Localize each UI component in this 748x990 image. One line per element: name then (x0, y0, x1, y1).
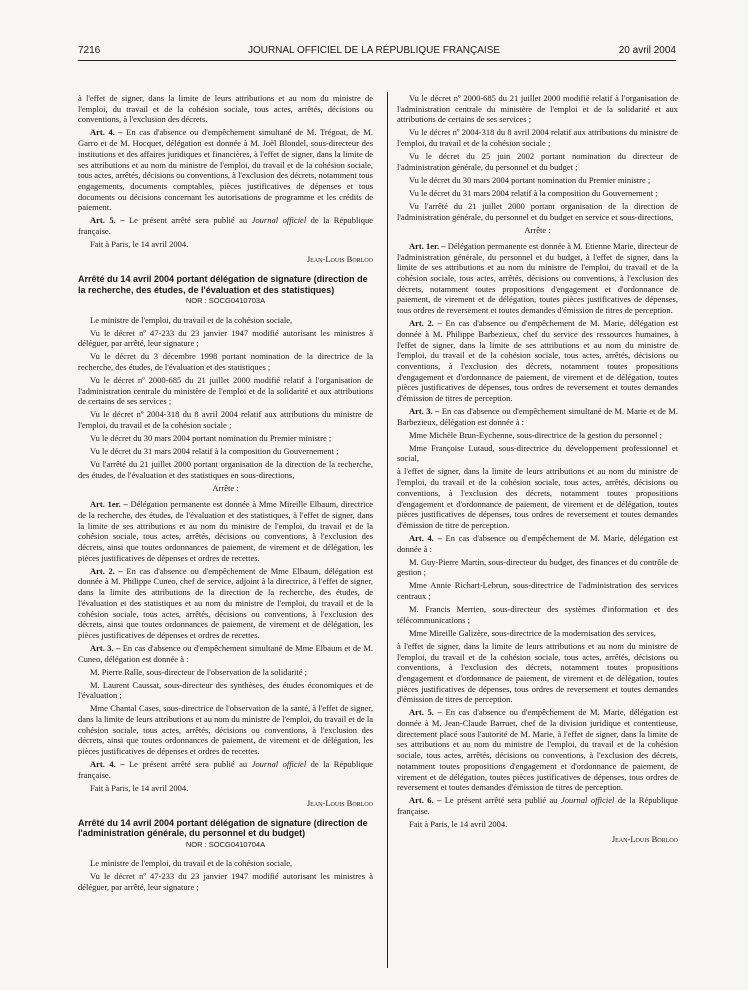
article-text: Le présent arrêté sera publié au (441, 795, 561, 806)
article (397, 241, 678, 316)
signature: Jean-Louis Borloo (306, 253, 373, 264)
left-column (78, 93, 373, 971)
article (397, 318, 678, 404)
article-text: Le présent arrêté sera publié au (124, 759, 252, 770)
paragraph: à l'effet de signer, dans la limite de leurs attributions et au nom du ministre de l'emploi, du travail et de la cohésion sociale, tous actes, arrêtés, décisions ou conventions, à l'exclusion des décrets. (78, 93, 373, 125)
list-item: à l'effet de signer, dans la limite de leurs attributions et au nom du ministre de l'emploi, du travail et de la cohésion sociale, tous actes, arrêtés, décisions ou conventions, à l'exclusion des décrets, notamment toutes propositions d'engagement et d'ordonnance de paiement, de virement et de délégation, toutes pièces justificatives de dépenses, tous ordres de reversement et toutes demandes d'émission de titres de perception. (397, 640, 678, 705)
page-header (0, 0, 748, 60)
journal-title: JOURNAL OFFICIEL DE LA RÉPUBLIQUE FRANÇAISE (247, 45, 501, 56)
nor-reference: NOR : SOCG0410703A (185, 295, 266, 305)
article-number: Art. 4. – (90, 759, 125, 770)
list-item: à l'effet de signer, dans la limite de leurs attributions et au nom du ministre de l'emploi, du travail et de la cohésion sociale, tous actes, arrêtés, décisions ou conventions, à l'exclusion des décrets, notamment toutes propositions d'engagement et d'ordonnance de paiement, de virement et de délégation, toutes pièces justificatives de dépenses, tous ordres de reversement et toutes demandes d'émission de titre de perception. (397, 466, 678, 530)
article-number: Art. 3. – (409, 406, 440, 417)
paragraph: Vu le décret nº 47-233 du 23 janvier 1947 modifié autorisant les ministres à déléguer, par arrêté, leur signature ; (78, 327, 373, 349)
article-text: En cas d'absence ou d'empêchement simultané de Mme Elbaum et de M. Cuneo, délégation est donnée à : (78, 642, 373, 664)
place-date: Fait à Paris, le 14 avril 2004. (90, 782, 189, 793)
column-divider (387, 92, 388, 968)
issue-date: 20 avril 2004 (618, 45, 676, 56)
paragraph: Vu le décret du 30 mars 2004 portant nomination du Premier ministre ; (90, 433, 332, 444)
article-text: Délégation permanente est donnée à Mme Mireille Elbaum, directrice de la recherche, des études, de l'évaluation et des statistiques, à l'effet de signer, dans la limite de ses attributions et au nom du ministre de l'emploi, du travail et de la cohésion sociale, tous actes, arrêtés, décisions ou conventions, à l'exclusion des décrets, ainsi que toutes ordonnances de paiement, de virement et de délégation, les pièces justificatives de dépenses et ordres de recettes. (78, 499, 373, 563)
list-item: M. Pierre Ralle, sous-directeur de l'observation de la solidarité ; (90, 666, 308, 677)
article-text: En cas d'absence ou d'empêchement de M. Marie, délégation est donnée à M. Jean-Claude Barruet, chef de la division juridique et contentieuse, directement placé sous l'autorité de M. Marie, à l'effet de signer, dans la limite de ses attributions et au nom du ministre de l'emploi, du travail et de la cohésion sociale, tous actes, arrêtés, décisions ou conventions, à l'exclusion des décrets, notamment toutes propositions d'engagement et d'ordonnance de paiement, de virement et de délégation, toutes pièces justificatives de dépenses, tous ordres de reversement et toutes demandes d'émission de titres de perception. (397, 707, 678, 793)
article-text: En cas d'absence ou d'empêchement simultané de M. Marie et de M. Barbezieux, délégation est donnée à : (397, 406, 678, 427)
article (397, 533, 678, 554)
article-text: de la République française. (78, 215, 373, 237)
header-rule (78, 60, 676, 61)
paragraph: Vu le décret du 30 mars 2004 portant nomination du Premier ministre ; (409, 174, 651, 185)
decree-title: Arrêté du 14 avril 2004 portant délégation de signature (direction de la recherche, des études, de l'évaluation et des statistiques) (78, 274, 368, 295)
place-date: Fait à Paris, le 14 avril 2004. (90, 239, 189, 250)
paragraph: Vu le décret nº 2000-685 du 21 juillet 2000 modifié relatif à l'organisation de l'administration centrale du ministère de l'emploi et de la solidarité et aux attributions de certains de ses services ; (397, 93, 678, 125)
paragraph: Vu l'arrêté du 21 juillet 2000 portant organisation de la direction de la recherche, des études, de l'évaluation et des statistiques en sous-directions, (78, 459, 373, 480)
article-text: de la République française. (78, 759, 373, 780)
paragraph: Vu le décret du 25 juin 2002 portant nomination du directeur de l'administration générale, du personnel et du budget ; (397, 151, 678, 172)
paragraph: Vu le décret nº 2000-685 du 21 juillet 2000 modifié relatif à l'organisation de l'administration centrale du ministère de l'emploi et de la solidarité et aux attributions de certains de ses services ; (78, 374, 373, 407)
list-item: Mme Françoise Lutaud, sous-directrice du développement professionnel et social, (397, 442, 678, 464)
article-text: En cas d'absence ou d'empêchement de Mme Elbaum, délégation est donnée à M. Philippe Cuneo, chef de service, adjoint à la directrice, à l'effet de signer, dans la limite des attributions de la direction de la recherche, des études, de l'évaluation et des statistiques et au nom du ministre de l'emploi, du travail et de la cohésion sociale, tous actes, arrêtés, décisions ou conventions, à l'exclusion des décrets, ainsi que toutes ordonnances de paiement, de virement et de délégation, les pièces justificatives de dépenses et ordres de recettes. (78, 565, 373, 640)
article-number: Art. 6. – (409, 795, 442, 806)
paragraph: Vu le décret du 31 mars 2004 relatif à la composition du Gouvernement ; (409, 187, 658, 198)
article-number: Art. 2. – (90, 565, 123, 576)
signature: Jean-Louis Borloo (306, 797, 373, 808)
right-column (397, 93, 678, 971)
nor-reference: NOR : SOCG0410704A (185, 839, 266, 849)
list-item: M. Guy-Pierre Martin, sous-directeur du budget, des finances et du contrôle de gestion ; (397, 556, 678, 578)
article-number: Art. 5. – (409, 707, 442, 718)
list-item: M. Francis Merrien, sous-directeur des systèmes d'information et des télécommunications ; (397, 604, 678, 625)
article-text: Délégation permanente est donnée à M. Etienne Marie, directeur de l'administration générale, du personnel et du budget, à l'effet de signer, dans la limite de ses attributions et au nom du ministre de l'emploi, du travail et de la cohésion sociale, tous actes, arrêtés, décisions ou conventions, à l'exclusion des décrets, notamment toutes propositions d'engagement et d'ordonnance de paiement, de virement et de délégation, toutes pièces justificatives de dépenses, tous ordres de reversement et toutes demandes d'émission de titres de perception. (397, 240, 678, 316)
article-number: Art. 3. – (90, 642, 121, 653)
article (78, 127, 373, 213)
article-text: En cas d'absence ou d'empêchement de M. Marie, délégation est donnée à M. Philippe Barbezieux, chef du service des ressources humaines, à l'effet de signer, dans la limite de ses attributions et au nom du ministre de l'emploi, du travail et de la cohésion sociale, tous actes, arrêtés, décisions ou conventions, à l'exclusion des décrets, notamment toutes propositions d'engagement et d'ordonnance de paiement, de virement et de délégation, toutes pièces justificatives de dépenses, tous ordres de reversement et toutes demandes d'émission de titres de perception. (397, 318, 678, 404)
journal-name: Journal officiel (560, 795, 615, 806)
paragraph: Vu le décret du 31 mars 2004 relatif à la composition du Gouvernement ; (90, 446, 339, 457)
article-number: Art. 4. – (409, 532, 442, 543)
signature: Jean-Louis Borloo (611, 833, 678, 844)
article (78, 499, 373, 563)
article (397, 406, 678, 427)
article-number: Art. 4. – (90, 127, 123, 138)
article-number: Art. 1er. – (90, 499, 128, 510)
list-item: Mme Chantal Cases, sous-directrice de l'observation de la santé, à l'effet de signer, dans la limite de leurs attributions et au nom du ministre de l'emploi, du travail et de la cohésion sociale, tous actes, arrêtés, décisions ou conventions, à l'exclusion des décrets, ainsi que toutes ordonnances de paiement, de virement et de délégation, les pièces justificatives de dépenses et ordres de recettes. (78, 703, 373, 757)
article-number: Art. 2. – (409, 318, 442, 329)
paragraph: Le ministre de l'emploi, du travail et de la cohésion sociale, (90, 314, 293, 325)
article-number: Art. 5. – (90, 215, 125, 226)
article (78, 759, 373, 780)
article-text: de la République française. (397, 795, 678, 816)
article (397, 707, 678, 793)
paragraph: Vu l'arrêté du 21 juillet 2000 portant organisation de la direction de l'administration générale, du personnel et du budget en service et sous-directions, (397, 200, 678, 222)
journal-name: Journal officiel (251, 759, 307, 770)
article (78, 566, 373, 641)
list-item: Mme Annie Richart-Lebrun, sous-directrice de l'administration des services centraux ; (397, 580, 678, 602)
page-number: 7216 (78, 45, 101, 56)
article-text: En cas d'absence ou d'empêchement de M. Marie, délégation est donnée à : (397, 532, 678, 554)
paragraph: Vu le décret nº 2004-318 du 8 avril 2004 relatif aux attributions du ministre de l'emploi, du travail et de la cohésion sociale ; (397, 127, 678, 149)
arrete-heading: Arrête : (212, 483, 239, 494)
decree-title: Arrêté du 14 avril 2004 portant délégation de signature (direction de l'administration générale, du personnel et du budget) (78, 818, 368, 839)
paragraph: Vu le décret du 3 décembre 1998 portant nomination de la directrice de la recherche, des études, de l'évaluation et des statistiques ; (78, 351, 373, 372)
article (397, 795, 678, 816)
article (78, 643, 373, 664)
article-text: En cas d'absence ou d'empêchement simultané de M. Trégoat, de M. Garro et de M. Hocquet, délégation est donnée à M. Joël Blondel, sous-directeur des institutions et des affaires juridiques et financières, à l'effet de signer, dans la limite de ses attributions et au nom du ministre de l'emploi, du travail et de la cohésion sociale, tous actes, arrêtés, décisions ou conventions, à l'exclusion des décrets, notamment tous engagements, documents comptables, pièces justificatives de dépenses et tous documents ou décisions concernant les autorisations de programme et les crédits de paiement. (78, 127, 373, 213)
paragraph: Le ministre de l'emploi, du travail et de la cohésion sociale, (90, 858, 293, 869)
list-item: Mme Michèle Brun-Eychenne, sous-directrice de la gestion du personnel ; (409, 429, 663, 440)
list-item: Mme Mireille Galizère, sous-directrice de la modernisation des services, (409, 627, 656, 638)
journal-name: Journal officiel (251, 215, 307, 226)
article-text: Le présent arrêté sera publié au (124, 215, 252, 226)
place-date: Fait à Paris, le 14 avril 2004. (409, 818, 508, 829)
paragraph: Vu le décret nº 2004-318 du 8 avril 2004 relatif aux attributions du ministre de l'emploi, du travail et de la cohésion sociale ; (78, 409, 373, 431)
arrete-heading: Arrête : (524, 225, 551, 236)
article-number: Art. 1er. – (409, 240, 446, 251)
article (78, 215, 373, 236)
list-item: M. Laurent Caussat, sous-directeur des synthèses, des études économiques et de l'évaluation ; (78, 679, 373, 701)
paragraph: Vu le décret nº 47-233 du 23 janvier 1947 modifié autorisant les ministres à déléguer, par arrêté, leur signature ; (78, 871, 373, 893)
